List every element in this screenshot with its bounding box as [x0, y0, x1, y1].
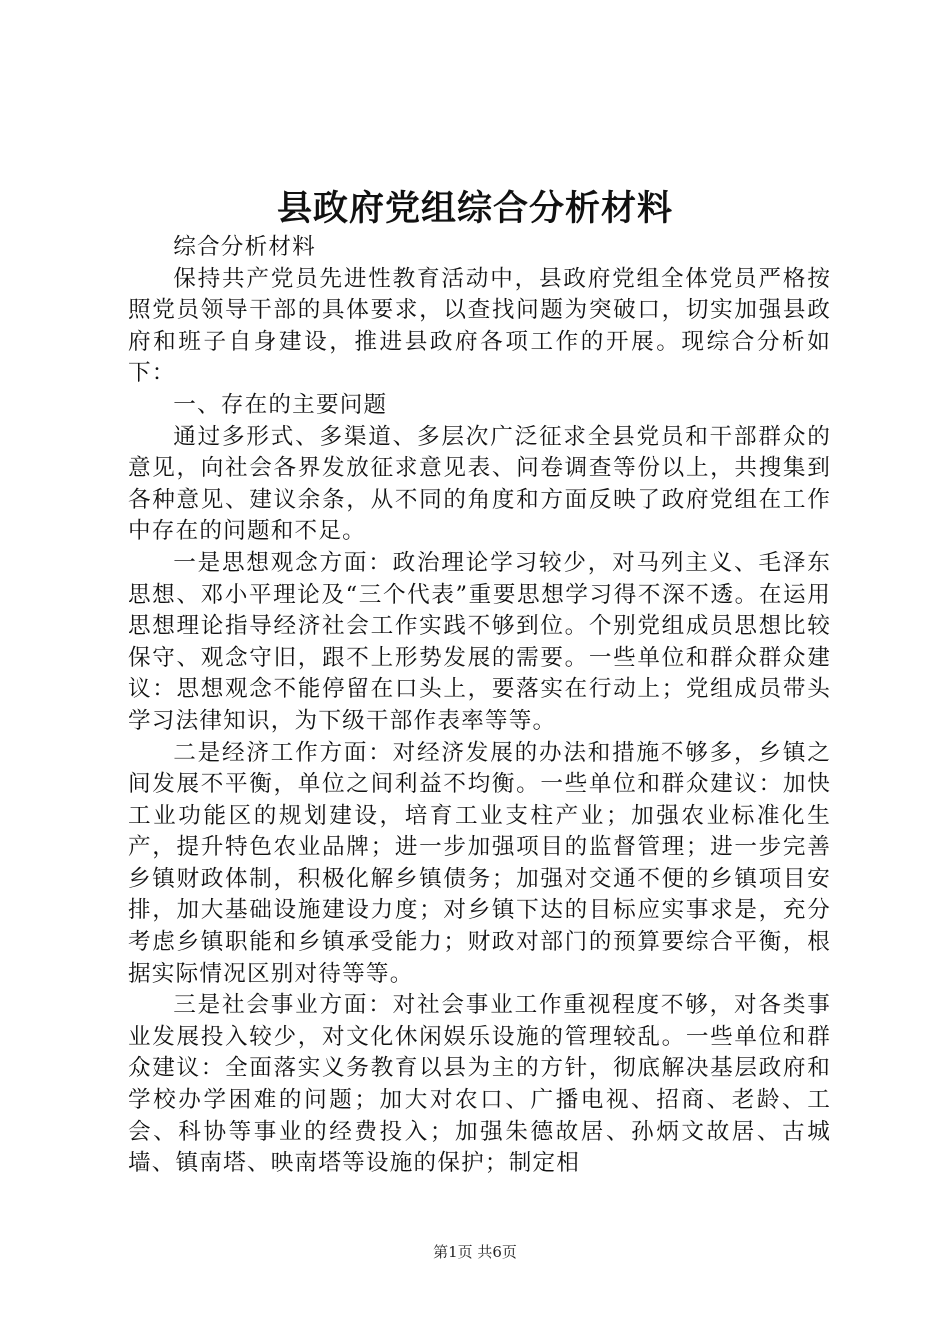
page-footer: 第1页 共6页: [433, 1243, 517, 1261]
document-title: 县政府党组综合分析材料: [276, 188, 673, 229]
paragraph-survey: 通过多形式、多渠道、多层次广泛征求全县党员和干部群众的意见，向社会各界发放征求意见表、问卷调查等份以上，共搜集到各种意见、建议余条，从不同的角度和方面反映了政府党组在工作中存在的问题和不足。: [128, 423, 831, 545]
paragraph-thought: 一是思想观念方面：政治理论学习较少，对马列主义、毛泽东思想、邓小平理论及“三个代表”重要思想学习得不深不透。在运用思想理论指导经济社会工作实践不够到位。个别党组成员思想比较保守、观念守旧，跟不上形势发展的需要。一些单位和群众群众建议：思想观念不能停留在口头上，要落实在行动上；党组成员带头学习法律知识，为下级干部作表率等等。: [128, 549, 831, 734]
paragraph-economy: 二是经济工作方面：对经济发展的办法和措施不够多，乡镇之间发展不平衡，单位之间利益不均衡。一些单位和群众建议：加快工业功能区的规划建设，培育工业支柱产业；加强农业标准化生产，提升特色农业品牌；进一步加强项目的监督管理；进一步完善乡镇财政体制，积极化解乡镇债务；加强对交通不便的乡镇项目安排，加大基础设施建设力度；对乡镇下达的目标应实事求是，充分考虑乡镇职能和乡镇承受能力；财政对部门的预算要综合平衡，根据实际情况区别对待等等。: [128, 739, 831, 987]
paragraph-social: 三是社会事业方面：对社会事业工作重视程度不够，对各类事业发展投入较少，对文化休闲娱乐设施的管理较乱。一些单位和群众建议：全面落实义务教育以县为主的方针，彻底解决基层政府和学校办学困难的问题；加大对农口、广播电视、招商、老龄、工会、科协等事业的经费投入；加强朱德故居、孙炳文故居、古城墙、镇南塔、映南塔等设施的保护；制定相: [128, 992, 831, 1177]
paragraph-intro: 保持共产党员先进性教育活动中，县政府党组全体党员严格按照党员领导干部的具体要求，以查找问题为突破口，切实加强县政府和班子自身建设，推进县政府各项工作的开展。现综合分析如下：: [128, 265, 831, 387]
paragraph-subtitle: 综合分析材料: [173, 234, 316, 260]
section-heading: 一、存在的主要问题: [173, 391, 388, 418]
document-body: [128, 232, 831, 1180]
